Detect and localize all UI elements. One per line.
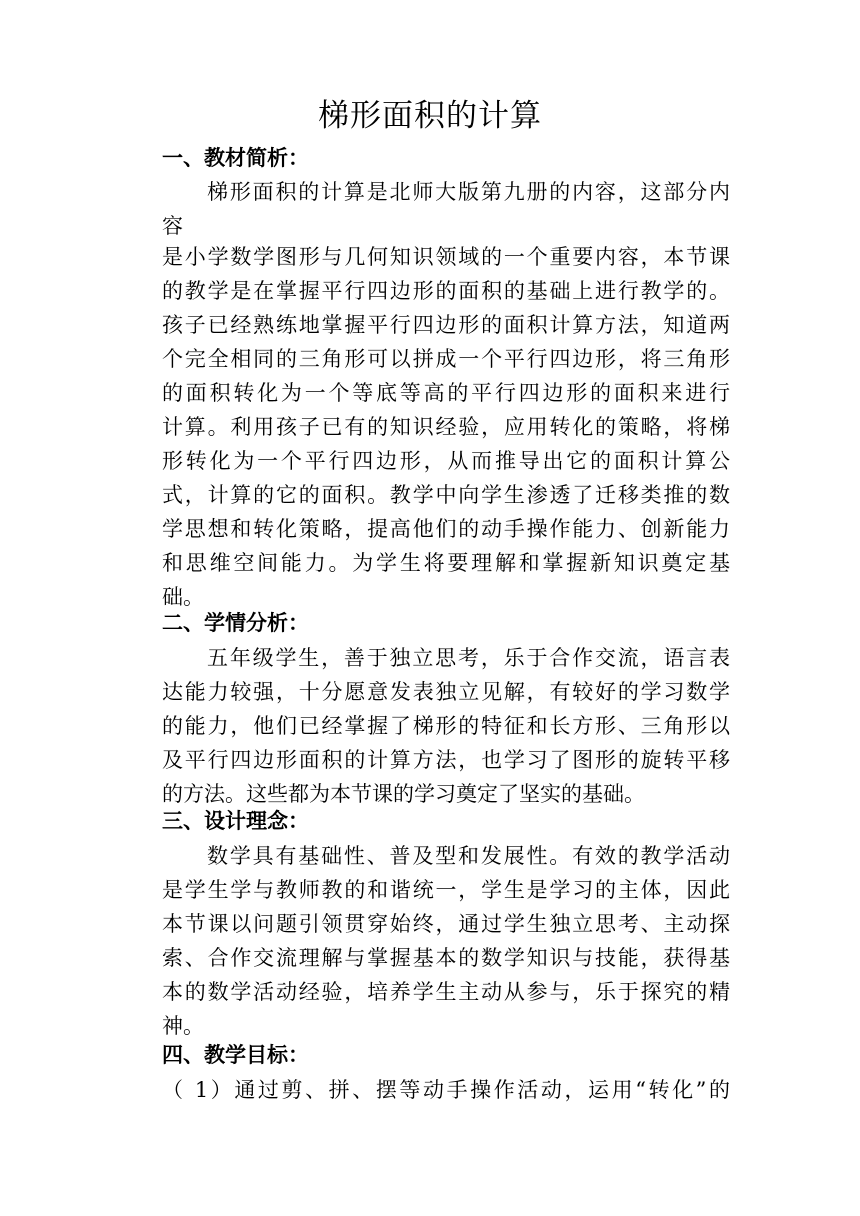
- paragraph-line: 的面积转化为一个等底等高的平行四边形的面积来进行: [162, 381, 730, 405]
- paragraph-line: 的教学是在掌握平行四边形的面积的基础上进行教学的。: [162, 279, 730, 303]
- paragraph-line: 个完全相同的三角形可以拼成一个平行四边形，将三角形: [162, 347, 730, 371]
- paragraph-line: 是学生学与教师教的和谐统一，学生是学习的主体，因此: [162, 878, 730, 902]
- paragraph-line: 索、合作交流理解与掌握基本的数学知识与技能，获得基: [162, 946, 730, 970]
- paragraph-line: 及平行四边形面积的计算方法，也学习了图形的旋转平移: [162, 748, 730, 772]
- section-heading-learning-analysis: 二、学情分析：: [162, 611, 309, 635]
- paragraph-line: 本节课以问题引领贯穿始终，通过学生独立思考、主动探: [162, 912, 730, 936]
- paragraph-line: 神。: [162, 1014, 204, 1038]
- paragraph-line: 计算。利用孩子已有的知识经验，应用转化的策略，将梯: [162, 415, 730, 439]
- document-title: 梯形面积的计算: [318, 98, 542, 134]
- paragraph-line: 的能力，他们已经掌握了梯形的特征和长方形、三角形以: [162, 714, 730, 738]
- paragraph-line: 式，计算的它的面积。教学中向学生渗透了迁移类推的数: [162, 483, 730, 507]
- paragraph-line: 本的数学活动经验，培养学生主动从参与，乐于探究的精: [162, 980, 730, 1004]
- paragraph-line: 是小学数学图形与几何知识领域的一个重要内容，本节课: [162, 245, 730, 269]
- section-heading-textbook-analysis: 一、教材简析：: [162, 146, 309, 170]
- paragraph-line: 孩子已经熟练地掌握平行四边形的面积计算方法，知道两: [162, 313, 730, 337]
- section-heading-teaching-objectives: 四、教学目标：: [162, 1043, 309, 1067]
- section-heading-design-concept: 三、设计理念：: [162, 809, 309, 833]
- paragraph-line: 的方法。这些都为本节课的学习奠定了坚实的基础。: [162, 782, 645, 806]
- paragraph-line: 达能力较强，十分愿意发表独立见解，有较好的学习数学: [162, 680, 730, 704]
- paragraph-line: 容: [162, 214, 183, 238]
- paragraph-line: 梯形面积的计算是北师大版第九册的内容，这部分内: [207, 180, 730, 204]
- paragraph-line: 和思维空间能力。为学生将要理解和掌握新知识奠定基: [162, 551, 730, 575]
- paragraph-line: 五年级学生，善于独立思考，乐于合作交流，语言表: [207, 646, 730, 670]
- paragraph-line: 数学具有基础性、普及型和发展性。有效的教学活动: [207, 844, 730, 868]
- paragraph-line: 学思想和转化策略，提高他们的动手操作能力、创新能力: [162, 517, 730, 541]
- paragraph-line: 形转化为一个平行四边形，从而推导出它的面积计算公: [162, 449, 730, 473]
- paragraph-line: （ 1）通过剪、拼、摆等动手操作活动，运用“转化”的: [162, 1078, 730, 1102]
- paragraph-line: 础。: [162, 585, 204, 609]
